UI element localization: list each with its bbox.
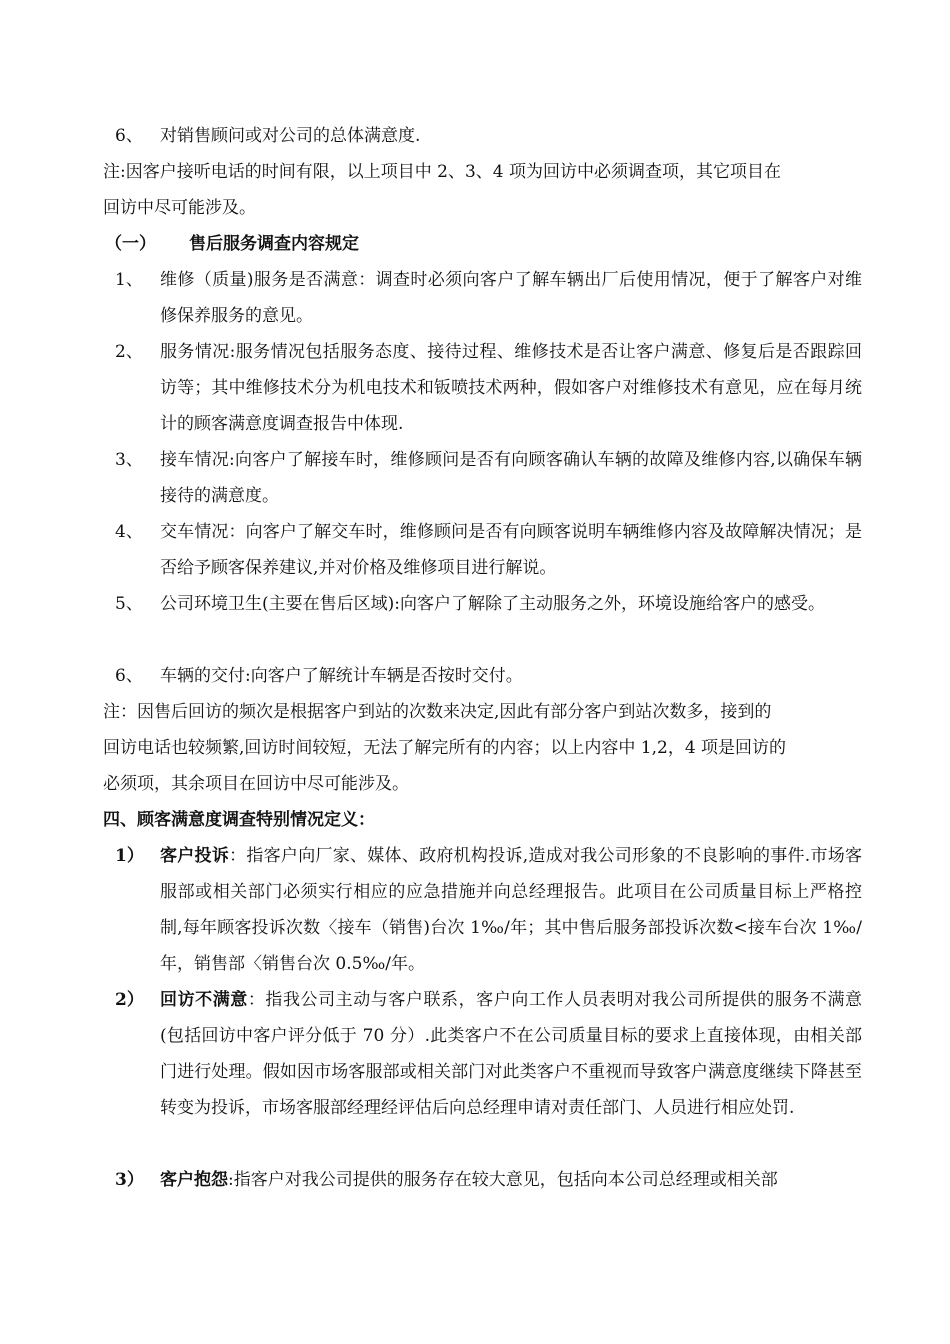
list-number: 3） — [115, 1170, 144, 1190]
definition-term: 回访不满意 — [160, 990, 248, 1010]
term-separator: ： — [247, 990, 266, 1010]
list-text: 对销售顾问或对公司的总体满意度. — [160, 126, 421, 146]
section-heading: 四、顾客满意度调查特别情况定义： — [103, 810, 375, 830]
definition-term: 客户抱怨 — [160, 1170, 228, 1190]
list-item — [103, 586, 862, 622]
list-number: 1） — [115, 846, 144, 866]
note-line: 注：因售后回访的频次是根据客户到站的次数来决定,因此有部分客户到站次数多，接到的 — [103, 702, 772, 722]
section-heading — [103, 226, 862, 262]
list-text: 公司环境卫生(主要在售后区域):向客户了解除了主动服务之外，环境设施给客户的感受。 — [160, 594, 825, 614]
list-number: 3、 — [115, 450, 143, 470]
list-item — [103, 514, 862, 586]
definition-term: 客户投诉 — [160, 846, 230, 866]
list-item — [103, 442, 862, 514]
term-separator: : — [228, 1170, 234, 1190]
list-number: 1、 — [115, 270, 143, 290]
list-number: 6、 — [115, 126, 143, 146]
note-line: 回访电话也较频繁,回访时间较短，无法了解完所有的内容；以上内容中 1,2，4 项是回访的 — [103, 738, 787, 758]
term-separator: ： — [229, 846, 247, 866]
list-number: 2） — [115, 990, 144, 1010]
note-line: 注:因客户接听电话的时间有限，以上项目中 2、3、4 项为回访中必须调查项，其它项目在 — [103, 162, 781, 182]
list-text: 接车情况:向客户了解接车时，维修顾问是否有向顾客确认车辆的故障及维修内容,以确保车辆接待的满意度。 — [160, 450, 862, 506]
list-text: 车辆的交付:向客户了解统计车辆是否按时交付。 — [160, 666, 523, 686]
list-item — [103, 334, 862, 442]
list-text: 维修（质量)服务是否满意：调查时必须向客户了解车辆出厂后使用情况，便于了解客户对维修保养服务的意见。 — [160, 270, 862, 326]
list-text: 服务情况:服务情况包括服务态度、接待过程、维修技术是否让客户满意、修复后是否跟踪回访等；其中维修技术分为机电技术和钣喷技术两种，假如客户对维修技术有意见，应在每月统计的顾客满意度调查报告中体现. — [160, 342, 862, 434]
section-label: （一） — [105, 234, 156, 254]
list-item — [103, 658, 862, 694]
note-line: 回访中尽可能涉及。 — [103, 198, 256, 218]
definition-text: 指我公司主动与客户联系，客户向工作人员表明对我公司所提供的服务不满意(包括回访中客户评分低于 70 分）.此类客户不在公司质量目标的要求上直接体现，由相关部门进行处理。假如因市场客服部或相关部门对此类客户不重视而导致客户满意度继续下降甚至转变为投诉，市场客服部经理经评估后向总经理申请对责任部门、人员进行相应处罚. — [160, 990, 863, 1118]
definition-item — [103, 1162, 862, 1198]
note-line: 必须项，其余项目在回访中尽可能涉及。 — [103, 774, 409, 794]
intro-list-item — [103, 118, 862, 154]
section-title: 售后服务调查内容规定 — [189, 234, 359, 254]
list-number: 4、 — [115, 522, 143, 542]
definition-item — [103, 982, 862, 1126]
list-number: 6、 — [115, 666, 143, 686]
list-item — [103, 262, 862, 334]
definition-text: 指客户向厂家、媒体、政府机构投诉,造成对我公司形象的不良影响的事件.市场客服部或相关部门必须实行相应的应急措施并向总经理报告。此项目在公司质量目标上严格控制,每年顾客投诉次数〈接车（销售)台次 1‰/年；其中售后服务部投诉次数<接车台次 1‰/年，销售部〈销售台次 0.5‰/年。 — [160, 846, 863, 974]
list-number: 2、 — [115, 342, 143, 362]
list-number: 5、 — [115, 594, 143, 614]
definition-text: 指客户对我公司提供的服务存在较大意见，包括向本公司总经理或相关部 — [233, 1170, 778, 1190]
definition-item — [103, 838, 862, 982]
list-text: 交车情况：向客户了解交车时，维修顾问是否有向顾客说明车辆维修内容及故障解决情况；是否给予顾客保养建议,并对价格及维修项目进行解说。 — [160, 522, 862, 578]
